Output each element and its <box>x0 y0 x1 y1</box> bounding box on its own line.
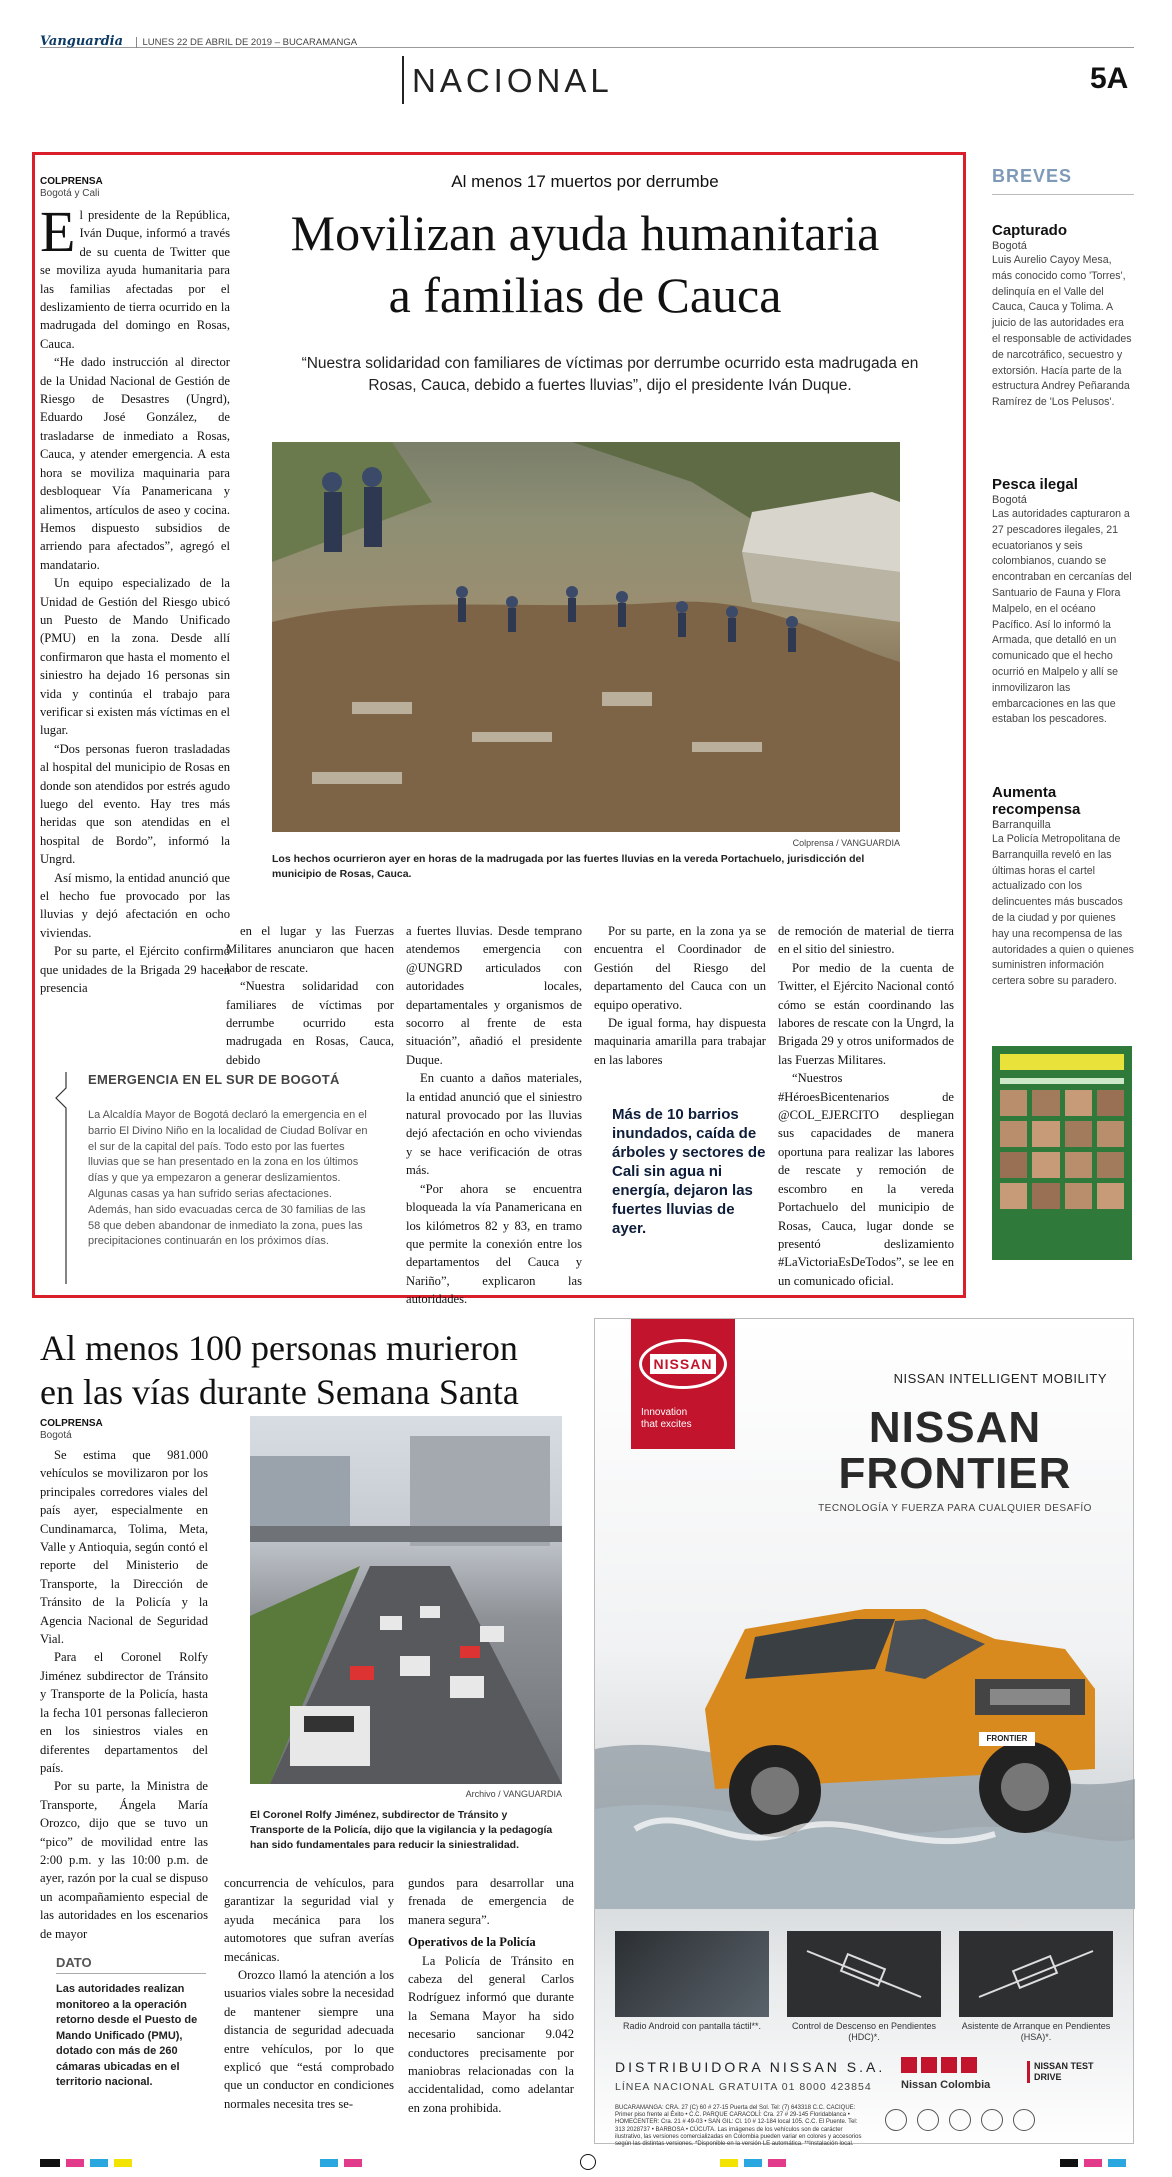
badge-icon <box>1013 2109 1035 2131</box>
face-photo <box>1000 1183 1027 1209</box>
face-photo <box>1065 1090 1092 1116</box>
paragraph: De igual forma, hay dispuesta maquinaria amarilla para trabajar en las labores <box>594 1016 766 1067</box>
main-column-3 <box>406 922 582 1307</box>
facebook-icon[interactable] <box>901 2057 917 2073</box>
poster-banner <box>1000 1078 1124 1084</box>
nissan-logo-block <box>631 1319 735 1449</box>
paragraph: concurrencia de vehículos, para garantizar la seguridad vial y ayuda mecánica para los automotores que sufran averías mecánicas. <box>224 1876 394 1964</box>
photo-illustration <box>272 442 900 832</box>
license-plate: FRONTIER <box>979 1732 1035 1746</box>
paragraph: en el lugar y las Fuerzas Militares anunciaron que hacen labor de rescate. <box>226 924 394 975</box>
feature-label: Control de Descenso en Pendientes (HDC)*. <box>791 2021 937 2042</box>
main-column-4 <box>594 922 766 1102</box>
logo-tagline-line: Innovation <box>641 1407 688 1418</box>
paragraph: La Policía de Tránsito en cabeza del general Carlos Rodríguez informó que durante la Semana Mayor ha sido necesario sancionar 9.042 conductores precisamente por maniobras relacionadas con la accidentalidad, como adelantar en zona prohibida. <box>408 1953 574 2115</box>
twitter-icon[interactable] <box>921 2057 937 2073</box>
face-photo <box>1000 1152 1027 1178</box>
photo-caption: Los hechos ocurrieron ayer en horas de la madrugada por las fuertes lluvias en la vereda Portachuelo, jurisdicción del municipio de Rosas, Cauca. <box>272 853 865 880</box>
logo-tagline-line: that excites <box>641 1419 692 1430</box>
byline-place: Bogotá <box>40 1430 72 1441</box>
face-photo <box>1000 1121 1027 1147</box>
badge-icon <box>949 2109 971 2131</box>
headline-line1: Al menos 100 personas murieron <box>40 1328 518 1368</box>
nissan-logo-text: NISSAN <box>650 1354 717 1374</box>
registration-bar <box>114 2159 132 2167</box>
kicker: Al menos 17 muertos por derrumbe <box>451 172 719 191</box>
byline-agency: COLPRENSA <box>40 176 103 187</box>
breve-title <box>992 784 1134 818</box>
face-photo <box>1032 1183 1059 1209</box>
ad-tagline: TECNOLOGÍA Y FUERZA PARA CUALQUIER DESAFÍO <box>818 1503 1092 1514</box>
feature-image <box>787 1931 941 2017</box>
second-column-2 <box>224 1874 394 2144</box>
box-title: EMERGENCIA EN EL SUR DE BOGOTÁ <box>88 1072 340 1087</box>
face-photo <box>1065 1121 1092 1147</box>
emergency-box <box>62 1068 370 1288</box>
registration-bar <box>720 2159 738 2167</box>
main-column-5 <box>778 922 954 1288</box>
paragraph: Orozco llamó la atención a los usuarios viales sobre la necesidad de mantener siempre una distancia de seguridad adecuada entre vehículos, por lo que explicó que “está comprobado que un conductor en condiciones normales necesita tres se- <box>224 1968 394 2111</box>
paragraph: Un equipo especializado de la Unidad de Gestión del Riesgo ubicó un Puesto de Mando Unificado (PMU) en la zona. Desde allí confirmaron que hasta el momento el siniestro ha dejado 16 personas sin vida y continúa el trabajo para verificar si existen más víctimas en el lugar. <box>40 576 230 738</box>
registration-bar <box>768 2159 786 2167</box>
registration-bar <box>90 2159 108 2167</box>
social-handle: Nissan Colombia <box>901 2079 991 2091</box>
registration-bar <box>66 2159 84 2167</box>
section-divider <box>402 56 404 104</box>
subheading: Operativos de la Policía <box>408 1935 536 1950</box>
wanted-poster <box>992 1046 1132 1260</box>
headline-line2: en las vías durante Semana Santa <box>40 1372 519 1412</box>
face-photo <box>1032 1121 1059 1147</box>
ascent-icon <box>959 1931 1113 2017</box>
truck-illustration <box>595 1529 1135 1909</box>
photo-caption: El Coronel Rolfy Jiménez, subdirector de Tránsito y Transporte de la Policía, dijo que la vigilancia y la pedagogía han sido fundamentales para reducir la siniestralidad. <box>250 1809 553 1851</box>
feature-image <box>615 1931 769 2017</box>
headline <box>240 202 930 326</box>
dato-text: Las autoridades realizan monitoreo a la operación retorno desde el Puesto de Mando Unificado (PMU), dotado con más de 260 cámaras ubicadas en el territorio nacional. <box>56 1983 198 2088</box>
paragraph: l presidente de la República, Iván Duque, informó a través de su cuenta de Twitter que se moviliza ayuda humanitaria para las familias afectadas por el deslizamiento de tierra ocurrido en la madrugada del domingo en Rosas, Cauca. <box>40 208 230 351</box>
badge-icon <box>981 2109 1003 2131</box>
breves-header: BREVES <box>992 166 1073 186</box>
breve-title-line: recompensa <box>992 801 1081 818</box>
paragraph: Por su parte, el Ejército confirmó que unidades de la Brigada 29 hacen presencia <box>40 944 230 996</box>
model-line: NISSAN <box>868 1403 1042 1452</box>
descent-icon <box>787 1931 941 2017</box>
page-number: 5A <box>1090 62 1129 95</box>
face-photo <box>1097 1121 1124 1147</box>
second-column-3 <box>408 1874 574 2144</box>
face-photo <box>1097 1183 1124 1209</box>
breve-place: Bogotá <box>992 240 1027 252</box>
face-photo <box>1032 1152 1059 1178</box>
masthead <box>40 32 1134 48</box>
registration-bar <box>320 2159 338 2167</box>
paragraph: “Nuestros #HéroesBicentenarios de @COL_EJERCITO despliegan sus capacidades de manera oportuna para realizar las labores de rescate y remoción de escombro en la vereda Portachuelo del municipio de Rosas, Cauca, lugar donde se presentó deslizamiento #LaVictoriaEsDeTodos”, se lee en un comunicado oficial. <box>778 1071 954 1288</box>
registration-mark-icon <box>580 2154 596 2170</box>
paragraph: Así mismo, la entidad anunció que el hecho fue provocado por las lluvias y dejó afectación en ocho viviendas. <box>40 870 230 940</box>
certification-logos <box>885 2109 1035 2131</box>
paragraph: Por su parte, en la zona ya se encuentra el Coordinador de Gestión del Riesgo del departamento del Cauca con un equipo operativo. <box>594 924 766 1012</box>
paragraph: de remoción de material de tierra en el sitio del siniestro. <box>778 924 954 957</box>
face-photo <box>1097 1152 1124 1178</box>
poster-banner <box>1000 1054 1124 1070</box>
instagram-icon[interactable] <box>941 2057 957 2073</box>
logo-tagline <box>641 1407 692 1431</box>
headline-line2: a familias de Cauca <box>388 267 782 323</box>
registration-bar <box>40 2159 60 2167</box>
social-icons <box>901 2057 977 2073</box>
feature-card <box>959 1931 1113 2043</box>
paragraph: “Nuestra solidaridad con familiares de víctimas por derrumbe ocurrido esta madrugada en Rosas, Cauca, debido <box>226 979 394 1067</box>
paragraph: “Por ahora se encuentra bloqueada la vía Panamericana en los kilómetros 82 y 83, en tramo que permite la conexión entre los departamentos del Cauca y Nariño”, explicaron las autoridades. <box>406 1181 582 1307</box>
second-headline <box>40 1326 600 1414</box>
feature-image <box>959 1931 1113 2017</box>
dato-header: DATO <box>56 1955 206 1974</box>
byline-agency: COLPRENSA <box>40 1418 103 1429</box>
registration-bar <box>744 2159 762 2167</box>
breve-item <box>992 222 1134 411</box>
main-column-1 <box>40 199 230 1018</box>
dealer-phone: LÍNEA NACIONAL GRATUITA 01 8000 423854 <box>615 2081 872 2093</box>
breve-title: Capturado <box>992 222 1067 239</box>
breve-item <box>992 784 1134 990</box>
youtube-icon[interactable] <box>961 2057 977 2073</box>
breve-text: La Policía Metropolitana de Barranquilla reveló en las últimas horas el cartel actualizado con los delincuentes más buscados de la ciudad y por quienes hay una recompensa de las autoridades a quien o quienes suministren información certera sobre su paradero. <box>992 833 1134 988</box>
photo-illustration <box>250 1416 562 1784</box>
feature-card <box>615 1931 769 2032</box>
second-byline <box>40 1418 103 1442</box>
nissan-ad <box>594 1318 1134 2148</box>
badge-icon <box>917 2109 939 2131</box>
subtitle: “Nuestra solidaridad con familiares de víctimas por derrumbe ocurrido esta madrugada en Rosas, Cauca, debido a fuertes lluvias”, dijo el presidente Iván Duque. <box>301 355 919 394</box>
registration-bar <box>1060 2159 1078 2167</box>
registration-bar <box>344 2159 362 2167</box>
poster-faces <box>1000 1090 1124 1209</box>
landslide-photo <box>272 442 900 832</box>
photo-credit: Colprensa / VANGUARDIA <box>792 838 900 848</box>
dato-box <box>56 1955 206 2091</box>
drop-cap: E <box>40 199 76 264</box>
test-drive-badge: NISSAN TEST DRIVE <box>1027 2061 1097 2083</box>
highway-photo <box>250 1416 562 1784</box>
box-text: La Alcaldía Mayor de Bogotá declaró la emergencia en el barrio El Divino Niño en la localidad de Ciudad Bolívar en el sur de la capital del país. Todo esto por las fuertes lluvias que se han presentado en la zona en los últimos días y que ya empezaron a generar deslizamientos. Algunas casas ya han sufrido serias afectaciones. Además, han sido evacuadas cerca de 30 familias de las 58 que deben abandonar de inmediato la zona, pues las precipitaciones continuarán en los próximos días. <box>88 1109 368 1248</box>
face-photo <box>1000 1090 1027 1116</box>
model-line: FRONTIER <box>838 1449 1072 1498</box>
paragraph: gundos para desarrollar una frenada de emergencia de manera segura”. <box>408 1876 574 1927</box>
face-photo <box>1065 1183 1092 1209</box>
face-photo <box>1032 1090 1059 1116</box>
fine-print: BUCARAMANGA: CRA. 27 (C) 60 # 27-15 Puerta del Sol. Tel: (7) 643318 C.C. CACIQUE: Primer piso frente al Éxito • C.C. PARQUE CARACOLÍ: Cra. 27 # 29-145 Floridablanca • HOMECENTER: Cra. 21 # 49-03 • SAN GIL: Cl. 10 # 12-184 local 105. C.C. El Puente. Tel: 313 2028737 • BARBOSA • CÚCUTA. Las imágenes de los vehículos son de carácter ilustrativo, las versiones comercializadas en Colombia pueden variar en colores y accesorios según las distintas versiones. *Disponible en la versión LE automática. **Instalación local. <box>615 2105 862 2148</box>
main-column-2 <box>226 922 394 1067</box>
second-column-1 <box>40 1446 208 1941</box>
nissan-logo <box>639 1339 727 1389</box>
feature-card <box>787 1931 941 2043</box>
byline <box>40 176 103 200</box>
dealer-name: DISTRIBUIDORA NISSAN S.A. <box>615 2059 886 2075</box>
registration-bar <box>1084 2159 1102 2167</box>
paragraph: “Dos personas fueron trasladadas al hospital del municipio de Rosas en donde son atendidos por estrés agudo luego del evento. Hay tres más heridas que son atendidas en el hospital de Bordo”, informó la Ungrd. <box>40 741 230 867</box>
feature-label: Radio Android con pantalla táctil**. <box>622 2021 762 2031</box>
badge-icon <box>885 2109 907 2131</box>
breve-text: Las autoridades capturaron a 27 pescadores ilegales, 21 ecuatorianos y seis colombianos, cuando se encontraban en cercanías del Santuario de Fauna y Flora Malpelo, en el océano Pacífico. Así lo informó la Armada, que detalló en un comunicado que el hecho ocurrió en Malpelo y allí se inmovilizaron las embarcaciones en las que estaban los pescadores. <box>992 508 1132 726</box>
feature-label: Asistente de Arranque en Pendientes (HSA)*. <box>961 2021 1111 2042</box>
breve-item <box>992 476 1134 728</box>
paragraph: a fuertes lluvias. Desde temprano atendemos emergencia con @UNGRD articulados con autoridades locales, departamentales y organismos de socorro al frente de esta situación”, añadió el presidente Duque. <box>406 924 582 1067</box>
pullquote: Más de 10 barrios inundados, caída de árboles y sectores de Cali sin agua ni energía, dejaron las fuertes lluvias de ayer. <box>612 1106 766 1237</box>
paragraph: Para el Coronel Rolfy Jiménez subdirector de Tránsito y Transporte de la Policía, hasta la fecha 101 personas fallecieron en los siniestros viales en diferentes departamentos del país. <box>40 1650 208 1775</box>
headline-line1: Movilizan ayuda humanitaria <box>290 205 880 261</box>
brand-logo: Vanguardia <box>40 34 124 49</box>
paragraph: Se estima que 981.000 vehículos se movilizaron por los principales corredores viales del país ayer, especialmente en Cundinamarca, Tolima, Meta, Valle y Antioquia, según contó el reporte del Ministerio de Transporte, la Dirección de Tránsito de la Policía y la Agencia Nacional de Seguridad Vial. <box>40 1448 208 1647</box>
breve-title-line: Aumenta <box>992 784 1057 801</box>
breve-title: Pesca ilegal <box>992 476 1078 493</box>
breves-rule <box>992 194 1134 195</box>
model-name <box>795 1405 1115 1497</box>
dateline: LUNES 22 DE ABRIL DE 2019 – BUCARAMANGA <box>136 37 358 48</box>
paragraph: “He dado instrucción al director de la Unidad Nacional de Gestión de Riesgo de Desastres (Ungrd), Eduardo José González, de trasladarse de inmediato a Rosas, Cauca, y atender emergencia. A esta hora se moviliza maquinaria para desbloquear Vía Panamericana y alimentos, artículos de aseo y cocina. Hemos dispuesto subsidios de arriendo para afectados”, agregó el mandatario. <box>40 355 230 572</box>
paragraph: En cuanto a daños materiales, la entidad anunció que el siniestro natural provocado por las lluvias dejó afectación en ocho viviendas y se hace verificación de otras más. <box>406 1071 582 1178</box>
paragraph: Por medio de la cuenta de Twitter, el Ejército Nacional contó cómo se están coordinando las labores de rescate con la Ungrd, la Brigada 29 y otros uniformados de las Fuerzas Militares. <box>778 960 954 1067</box>
section-name: NACIONAL <box>412 62 613 99</box>
byline-place: Bogotá y Cali <box>40 188 100 199</box>
breve-place: Bogotá <box>992 494 1027 506</box>
face-photo <box>1097 1090 1124 1116</box>
photo-credit: Archivo / VANGUARDIA <box>465 1789 562 1799</box>
face-photo <box>1065 1152 1092 1178</box>
registration-bar <box>1108 2159 1126 2167</box>
box-bracket-icon <box>52 1068 76 1288</box>
intelligent-mobility: NISSAN INTELLIGENT MOBILITY <box>893 1371 1107 1386</box>
paragraph: Por su parte, la Ministra de Transporte, Ángela María Orozco, dijo que se tuvo un “pico” de movilidad entre las 2:00 p.m. y las 10:00 p.m. de ayer, razón por la cual se dispuso un acompañamiento especial de las autoridades en los escenarios de mayor <box>40 1779 208 1941</box>
breve-text: Luis Aurelio Cayoy Mesa, más conocido como 'Torres', delinquía en el Valle del Cauca, Cauca y Tolima. A juicio de las autoridades era el responsable de actividades de narcotráfico, secuestro y extorsión. Hacía parte de la estructura Andrey Peñaranda Ramírez de 'Los Pelusos'. <box>992 254 1132 409</box>
breve-place: Barranquilla <box>992 819 1051 831</box>
